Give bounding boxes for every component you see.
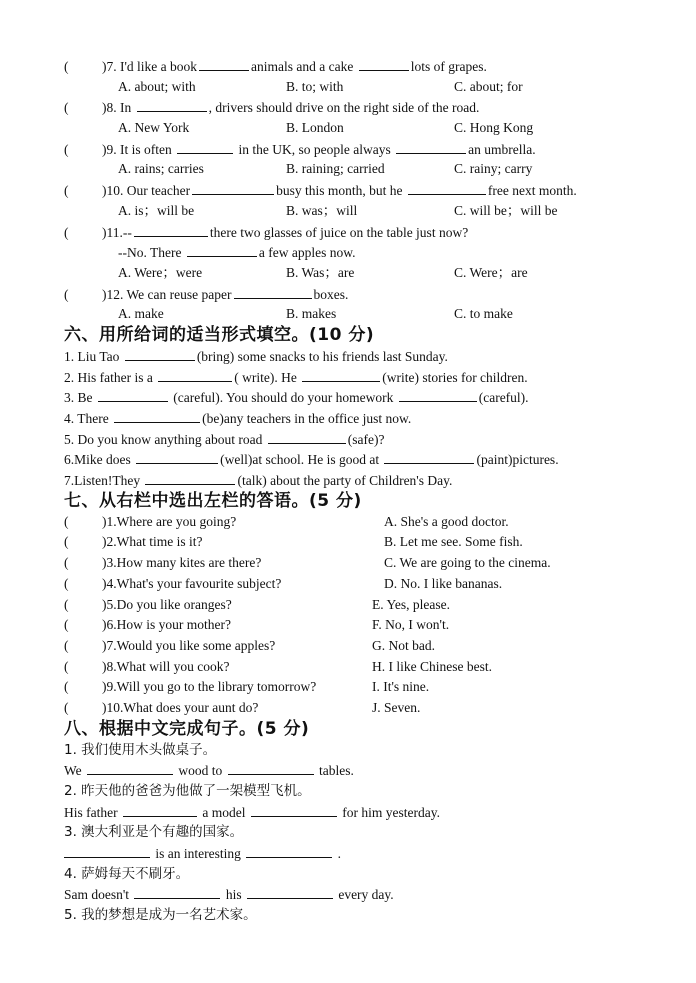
match-row-5: ( )5.Do you like oranges? E. Yes, please. bbox=[64, 595, 634, 616]
mc-question-9: ( )9. It is often in the UK, so people always an umbrella. bbox=[64, 139, 634, 160]
mc-question-11: ( )11.-- there two glasses of juice on the table just now? bbox=[64, 222, 634, 243]
mc-options-12: A. make B. makes C. to make bbox=[118, 306, 513, 322]
answer-paren[interactable]: ( bbox=[64, 575, 69, 591]
blank[interactable] bbox=[158, 367, 232, 382]
mc-options-9: A. rains; carries B. raining; carried C. rainy; carry bbox=[118, 161, 533, 177]
blank[interactable] bbox=[98, 387, 168, 402]
blank[interactable] bbox=[399, 387, 477, 402]
section-6-title: 六、用所给词的适当形式填空。(10 分) bbox=[64, 324, 375, 345]
blank[interactable] bbox=[137, 97, 207, 112]
blank[interactable] bbox=[268, 429, 346, 444]
match-row-9: ( )9.Will you go to the library tomorrow? I. It's nine. bbox=[64, 677, 634, 698]
mc-options-8: A. New York B. London C. Hong Kong bbox=[118, 120, 534, 136]
blank[interactable] bbox=[134, 884, 220, 899]
blank[interactable] bbox=[302, 367, 380, 382]
match-row-7: ( )7.Would you like some apples? G. Not bad. bbox=[64, 636, 634, 657]
match-row-6: ( )6.How is your mother? F. No, I won't. bbox=[64, 615, 634, 636]
blank[interactable] bbox=[228, 760, 314, 775]
blank[interactable] bbox=[123, 802, 197, 817]
fill-item-4: 4. There (be)any teachers in the office just now. bbox=[64, 408, 634, 429]
translate-cn-1: 1. 我们使用木头做桌子。 bbox=[64, 741, 217, 758]
blank[interactable] bbox=[234, 284, 312, 299]
answer-paren[interactable]: ( bbox=[64, 141, 69, 157]
match-row-1: ( )1.Where are you going? A. She's a good doctor. bbox=[64, 512, 634, 533]
match-row-3: ( )3.How many kites are there? C. We are going to the cinema. bbox=[64, 553, 634, 574]
blank[interactable] bbox=[199, 56, 249, 71]
answer-paren[interactable]: ( bbox=[64, 637, 69, 653]
mc-question-8: ( )8. In , drivers should drive on the right side of the road. bbox=[64, 97, 634, 118]
blank[interactable] bbox=[187, 242, 257, 257]
answer-paren[interactable]: ( bbox=[64, 555, 69, 571]
answer-paren[interactable]: ( bbox=[64, 183, 69, 199]
blank[interactable] bbox=[359, 56, 409, 71]
translate-cn-4: 4. 萨姆每天不刷牙。 bbox=[64, 865, 190, 882]
blank[interactable] bbox=[192, 180, 274, 195]
answer-paren[interactable]: ( bbox=[64, 679, 69, 695]
match-row-2: ( )2.What time is it? B. Let me see. Some fish. bbox=[64, 532, 634, 553]
blank[interactable] bbox=[145, 470, 235, 485]
match-row-4: ( )4.What's your favourite subject? D. No. I like bananas. bbox=[64, 574, 634, 595]
translate-en-1: We wood to tables. bbox=[64, 760, 634, 781]
section-7-title: 七、从右栏中选出左栏的答语。(5 分) bbox=[64, 490, 362, 511]
fill-item-2: 2. His father is a ( write). He (write) stories for children. bbox=[64, 367, 634, 388]
blank[interactable] bbox=[247, 884, 333, 899]
blank[interactable] bbox=[251, 802, 337, 817]
mc-question-7: ( )7. I'd like a book animals and a cake lots of grapes. bbox=[64, 56, 634, 77]
answer-paren[interactable]: ( bbox=[64, 699, 69, 715]
mc-options-11: A. Were；were B. Was；are C. Were；are bbox=[118, 264, 528, 280]
fill-item-6: 6.Mike does (well)at school. He is good at (paint)pictures. bbox=[64, 449, 634, 470]
answer-paren[interactable]: ( bbox=[64, 100, 69, 116]
answer-paren[interactable]: ( bbox=[64, 59, 69, 74]
mc-question-12: ( )12. We can reuse paper boxes. bbox=[64, 284, 634, 305]
translate-en-2: His father a model for him yesterday. bbox=[64, 802, 634, 823]
blank[interactable] bbox=[125, 346, 195, 361]
blank[interactable] bbox=[246, 843, 332, 858]
translate-cn-5: 5. 我的梦想是成为一名艺术家。 bbox=[64, 907, 257, 924]
blank[interactable] bbox=[64, 843, 150, 858]
answer-paren[interactable]: ( bbox=[64, 658, 69, 674]
answer-paren[interactable]: ( bbox=[64, 513, 69, 529]
blank[interactable] bbox=[408, 180, 486, 195]
mc-question-11-line2: --No. There a few apples now. bbox=[64, 242, 634, 263]
fill-item-1: 1. Liu Tao (bring) some snacks to his friends last Sunday. bbox=[64, 346, 634, 367]
answer-paren[interactable]: ( bbox=[64, 224, 69, 240]
blank[interactable] bbox=[87, 760, 173, 775]
blank[interactable] bbox=[396, 139, 466, 154]
fill-item-3: 3. Be (careful). You should do your homework (careful). bbox=[64, 387, 634, 408]
section-8-title: 八、根据中文完成句子。(5 分) bbox=[64, 718, 310, 739]
blank[interactable] bbox=[384, 449, 474, 464]
blank[interactable] bbox=[134, 222, 208, 237]
match-row-8: ( )8.What will you cook? H. I like Chinese best. bbox=[64, 657, 634, 678]
blank[interactable] bbox=[114, 408, 200, 423]
mc-options-10: A. is；will be B. was；will C. will be；will be bbox=[118, 202, 558, 218]
translate-cn-2: 2. 昨天他的爸爸为他做了一架模型飞机。 bbox=[64, 783, 311, 799]
blank[interactable] bbox=[136, 449, 218, 464]
match-row-10: ( )10.What does your aunt do? J. Seven. bbox=[64, 698, 634, 719]
fill-item-5: 5. Do you know anything about road (safe)? bbox=[64, 429, 634, 450]
answer-paren[interactable]: ( bbox=[64, 534, 69, 550]
translate-en-4: Sam doesn't his every day. bbox=[64, 884, 634, 905]
answer-paren[interactable]: ( bbox=[64, 596, 69, 612]
mc-question-10: ( )10. Our teacher busy this month, but he free next month. bbox=[64, 180, 634, 201]
translate-cn-3: 3. 澳大利亚是个有趣的国家。 bbox=[64, 824, 244, 841]
translate-en-3: is an interesting . bbox=[64, 843, 634, 864]
blank[interactable] bbox=[177, 139, 233, 154]
answer-paren[interactable]: ( bbox=[64, 617, 69, 633]
answer-paren[interactable]: ( bbox=[64, 286, 69, 302]
fill-item-7: 7.Listen!They (talk) about the party of Children's Day. bbox=[64, 470, 634, 491]
mc-options-7: A. about; with B. to; with C. about; for bbox=[118, 78, 523, 94]
